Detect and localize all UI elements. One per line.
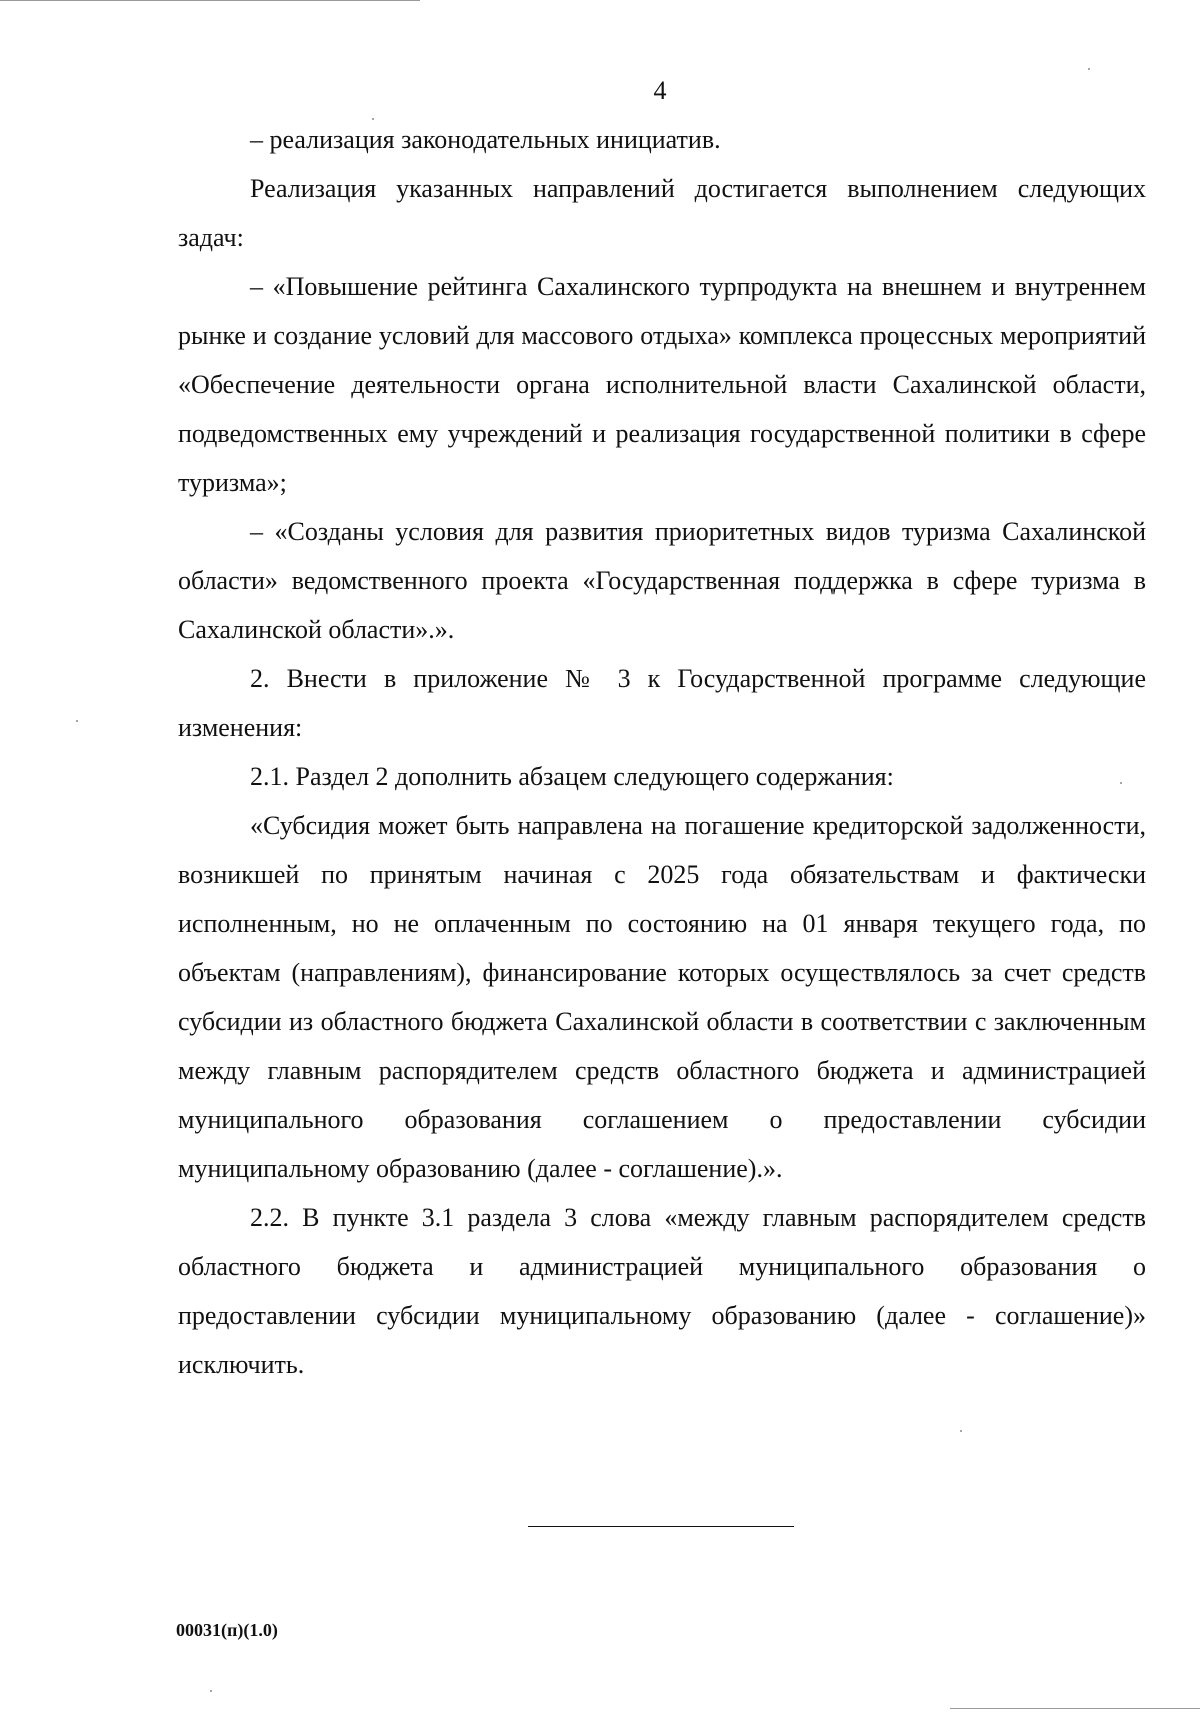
scan-speck [76, 720, 78, 722]
paragraph-task-rating: – «Повышение рейтинга Сахалинского турпродукта на внешнем и внутреннем рынке и создание условий для массового отдыха» комплекса процессных мероприятий «Обеспечение деятельности органа исполнительной власти Сахалинской области, подведомственных ему учреждений и реализация государственной политики в сфере туризма»; [178, 272, 1146, 497]
scan-speck [210, 1690, 212, 1692]
closing-separator-line [528, 1526, 794, 1527]
document-code: 00031(п)(1.0) [176, 1620, 278, 1640]
paragraph-item-2-2: 2.2. В пункте 3.1 раздела 3 слова «между главным распорядителем средств областного бюджета и администрацией муниципального образования о предоставлении субсидии муниципальному образованию (далее - соглашение)» исключить. [178, 1203, 1146, 1379]
paragraph-task-conditions: – «Созданы условия для развития приоритетных видов туризма Сахалинской области» ведомственного проекта «Государственная поддержка в сфере туризма в Сахалинской области».». [178, 517, 1146, 644]
scan-edge-line-bottom [950, 1708, 1200, 1709]
scan-speck [1088, 68, 1090, 70]
paragraph-legislative-initiatives: – реализация законодательных инициатив. [250, 125, 721, 154]
scan-speck [960, 1430, 962, 1432]
scan-speck [372, 118, 374, 120]
page-number: 4 [653, 76, 667, 105]
paragraph-item-2-1: 2.1. Раздел 2 дополнить абзацем следующего содержания: [250, 762, 894, 791]
paragraph-tasks-intro: Реализация указанных направлений достигается выполнением следующих задач: [178, 174, 1146, 252]
paragraph-item-2: 2. Внести в приложение № 3 к Государственной программе следующие изменения: [178, 664, 1146, 742]
scan-edge-line-top [0, 0, 420, 1]
paragraph-subsidy-text: «Субсидия может быть направлена на погашение кредиторской задолженности, возникшей по принятым начиная с 2025 года обязательствам и фактически исполненным, но не оплаченным по состоянию на 01 января текущего года, по объектам (направлениям), финансирование которых осуществлялось за счет средств субсидии из областного бюджета Сахалинской области в соответствии с заключенным между главным распорядителем средств областного бюджета и администрацией муниципального образования соглашением о предоставлении субсидии муниципальному образованию (далее - соглашение).». [178, 811, 1146, 1183]
scan-speck [1120, 782, 1122, 784]
document-body [178, 115, 1146, 1389]
